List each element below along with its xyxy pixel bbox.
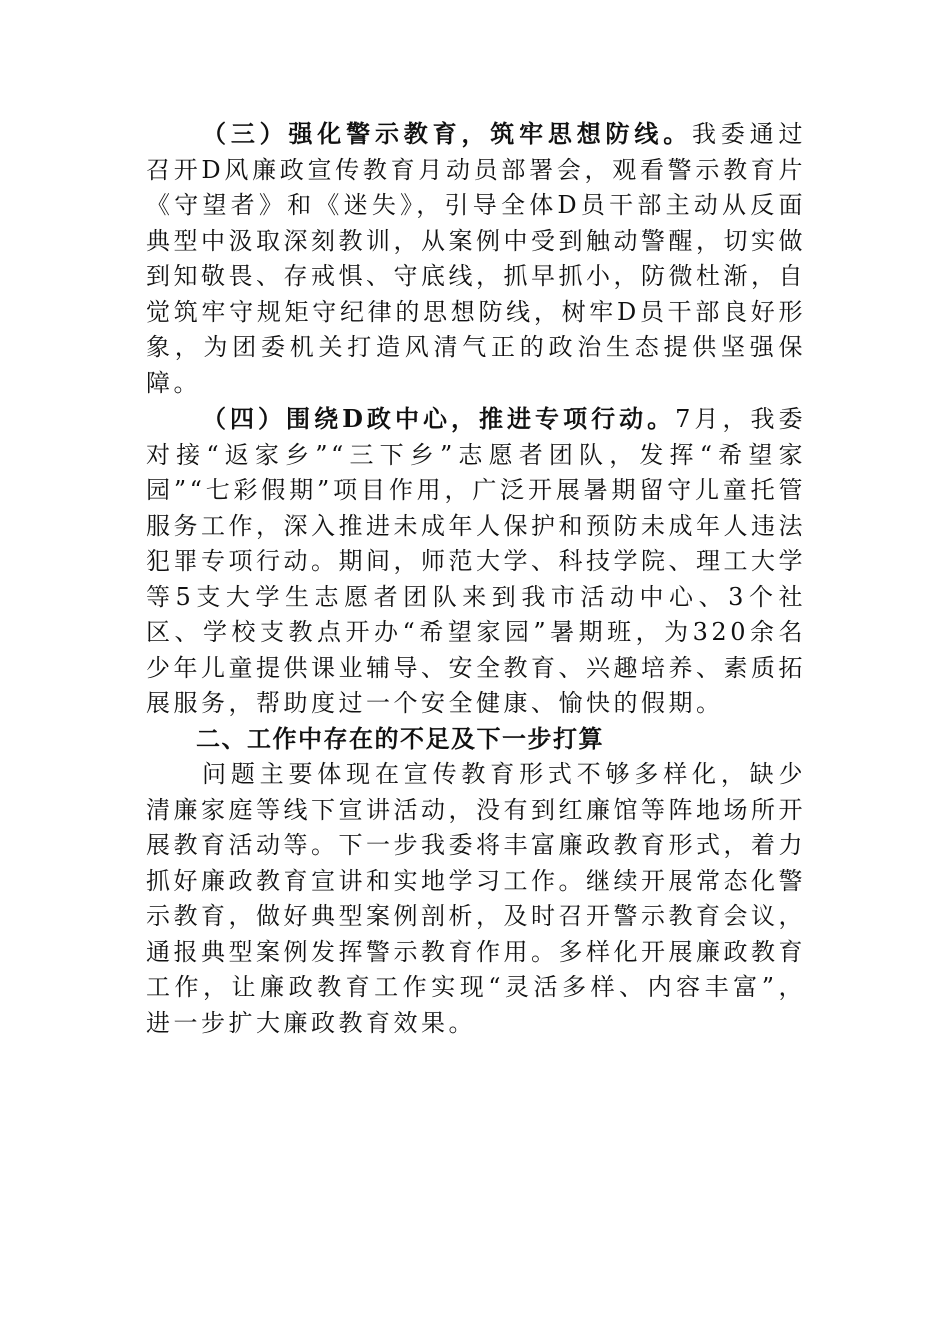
paragraph-lead: （三）强化警示教育，筑牢思想防线。 (202, 119, 693, 148)
paragraph-body: 我委通过召开D风廉政宣传教育月动员部署会，观看警示教育片《守望者》和《迷失》，引导全体D员干部主动从反面典型中汲取深刻教训，从案例中受到触动警醒，切实做到知敬畏、存戒惧、守底线，抓早抓小，防微杜渐，自觉筑牢守规矩守纪律的思想防线，树牢D员干部良好形象，为团委机关打造风清气正的政治生态提供坚强保障。 (146, 120, 807, 397)
paragraph-body: 问题主要体现在宣传教育形式不够多样化，缺少清廉家庭等线下宣讲活动，没有到红廉馆等阵地场所开展教育活动等。下一步我委将丰富廉政教育形式，着力抓好廉政教育宣讲和实地学习工作。继续开展常态化警示教育，做好典型案例剖析，及时召开警示教育会议，通报典型案例发挥警示教育作用。多样化开展廉政教育工作，让廉政教育工作实现“灵活多样、内容丰富”，进一步扩大廉政教育效果。 (146, 760, 806, 1037)
section-heading: 二、工作中存在的不足及下一步打算 (196, 724, 604, 753)
document-page (146, 116, 806, 1041)
paragraph-shortcomings (146, 757, 806, 1041)
paragraph-special-action (146, 401, 806, 722)
paragraph-warning-education (146, 116, 806, 401)
paragraph-lead: （四）围绕D政中心，推进专项行动。 (202, 404, 676, 433)
paragraph-body: 7月，我委对接“返家乡”“三下乡”志愿者团队，发挥“希望家园”“七彩假期”项目作用，广泛开展暑期留守儿童托管服务工作，深入推进未成年人保护和预防未成年人违法犯罪专项行动。期间，师范大学、科技学院、理工大学等5支大学生志愿者团队来到我市活动中心、3个社区、学校支教点开办“希望家园”暑期班，为320余名少年儿童提供课业辅导、安全教育、兴趣培养、素质拓展服务，帮助度过一个安全健康、愉快的假期。 (146, 405, 806, 717)
